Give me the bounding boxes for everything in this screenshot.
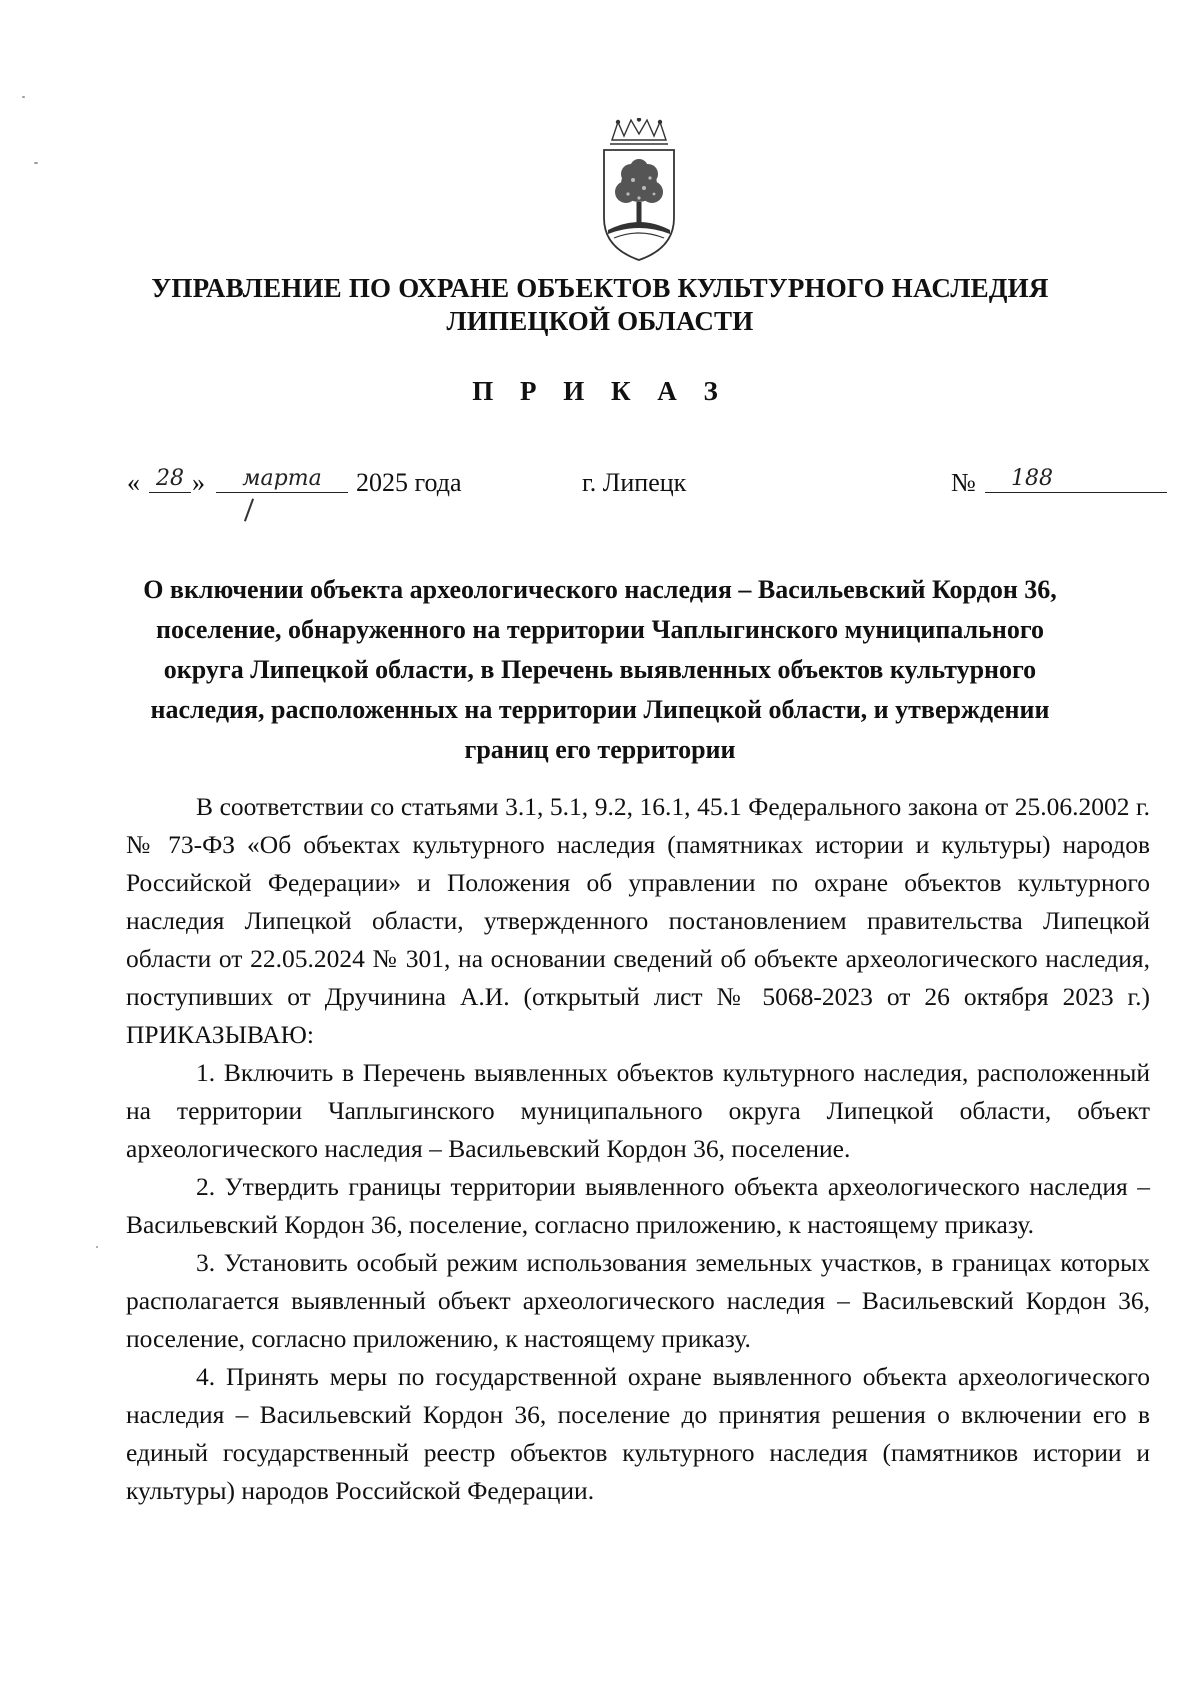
date-day-handwritten: 28 — [149, 466, 191, 493]
subject-line: поселение, обнаруженного на территории Чаплыгинского муниципального — [156, 615, 1044, 644]
scan-speck — [34, 162, 38, 164]
coat-of-arms-icon — [598, 118, 680, 262]
order-body — [126, 788, 1150, 1510]
pen-stroke — [244, 498, 254, 521]
order-item-1: 1. Включить в Перечень выявленных объектов культурного наследия, расположенный на территории Чаплыгинского муниципального округа Липецкой области, объект археологического наследия – Васильевский Кордон 36, поселение. — [126, 1058, 1150, 1163]
number-label: № — [951, 468, 976, 497]
scan-speck — [22, 96, 25, 98]
date-line — [0, 468, 1200, 512]
subject-line: наследия, расположенных на территории Липецкой области, и утверждении — [150, 695, 1050, 724]
order-item-3: 3. Установить особый режим использования земельных участков, в границах которых располагается выявленный объект археологического наследия – Васильевский Кордон 36, поселение, согласно приложению, к настоящему приказу. — [126, 1248, 1150, 1353]
date-month-handwritten: марта — [216, 466, 348, 493]
date-quote-close: » — [192, 468, 205, 497]
subject-line: О включении объекта археологического наследия – Васильевский Кордон 36, — [143, 575, 1057, 604]
order-item-4: 4. Принять меры по государственной охране выявленного объекта археологического наследия – Васильевский Кордон 36, поселение до принятия решения о включении его в единый государственный реестр объектов культурного наследия (памятников истории и культуры) народов Российской Федерации. — [126, 1362, 1150, 1505]
organization-name-line2: ЛИПЕЦКОЙ ОБЛАСТИ — [446, 306, 754, 336]
subject-line: границ его территории — [464, 735, 736, 764]
date-year: 2025 года — [356, 468, 462, 497]
preamble-paragraph: В соответствии со статьями 3.1, 5.1, 9.2, 16.1, 45.1 Федерального закона от 25.06.2002 г. № 73-ФЗ «Об объектах культурного наследия (памятниках истории и культуры) народов Российской Федерации» и Положения об управлении по охране объектов культурного наследия Липецкой области, утвержденного постановлением правительства Липецкой области от 22.05.2024 № 301, на основании сведений об объекте археологического наследия, поступивших от Дручинина А.И. (открытый лист № 5068-2023 от 26 октября 2023 г.) ПРИКАЗЫВАЮ: — [126, 792, 1150, 1049]
city-name: г. Липецк — [582, 468, 687, 497]
order-subject — [120, 570, 1080, 770]
document-type-title: П Р И К А З — [472, 376, 728, 406]
organization-name — [0, 272, 1200, 338]
date-quote-open: « — [127, 468, 140, 497]
subject-line: округа Липецкой области, в Перечень выявленных объектов культурного — [163, 655, 1037, 684]
order-item-2: 2. Утвердить границы территории выявленного объекта археологического наследия – Васильевский Кордон 36, поселение, согласно приложению, к настоящему приказу. — [126, 1172, 1150, 1239]
organization-name-line1: УПРАВЛЕНИЕ ПО ОХРАНЕ ОБЪЕКТОВ КУЛЬТУРНОГО НАСЛЕДИЯ — [151, 273, 1049, 303]
document-number-handwritten: 188 — [985, 466, 1167, 493]
scan-speck — [96, 1246, 98, 1248]
